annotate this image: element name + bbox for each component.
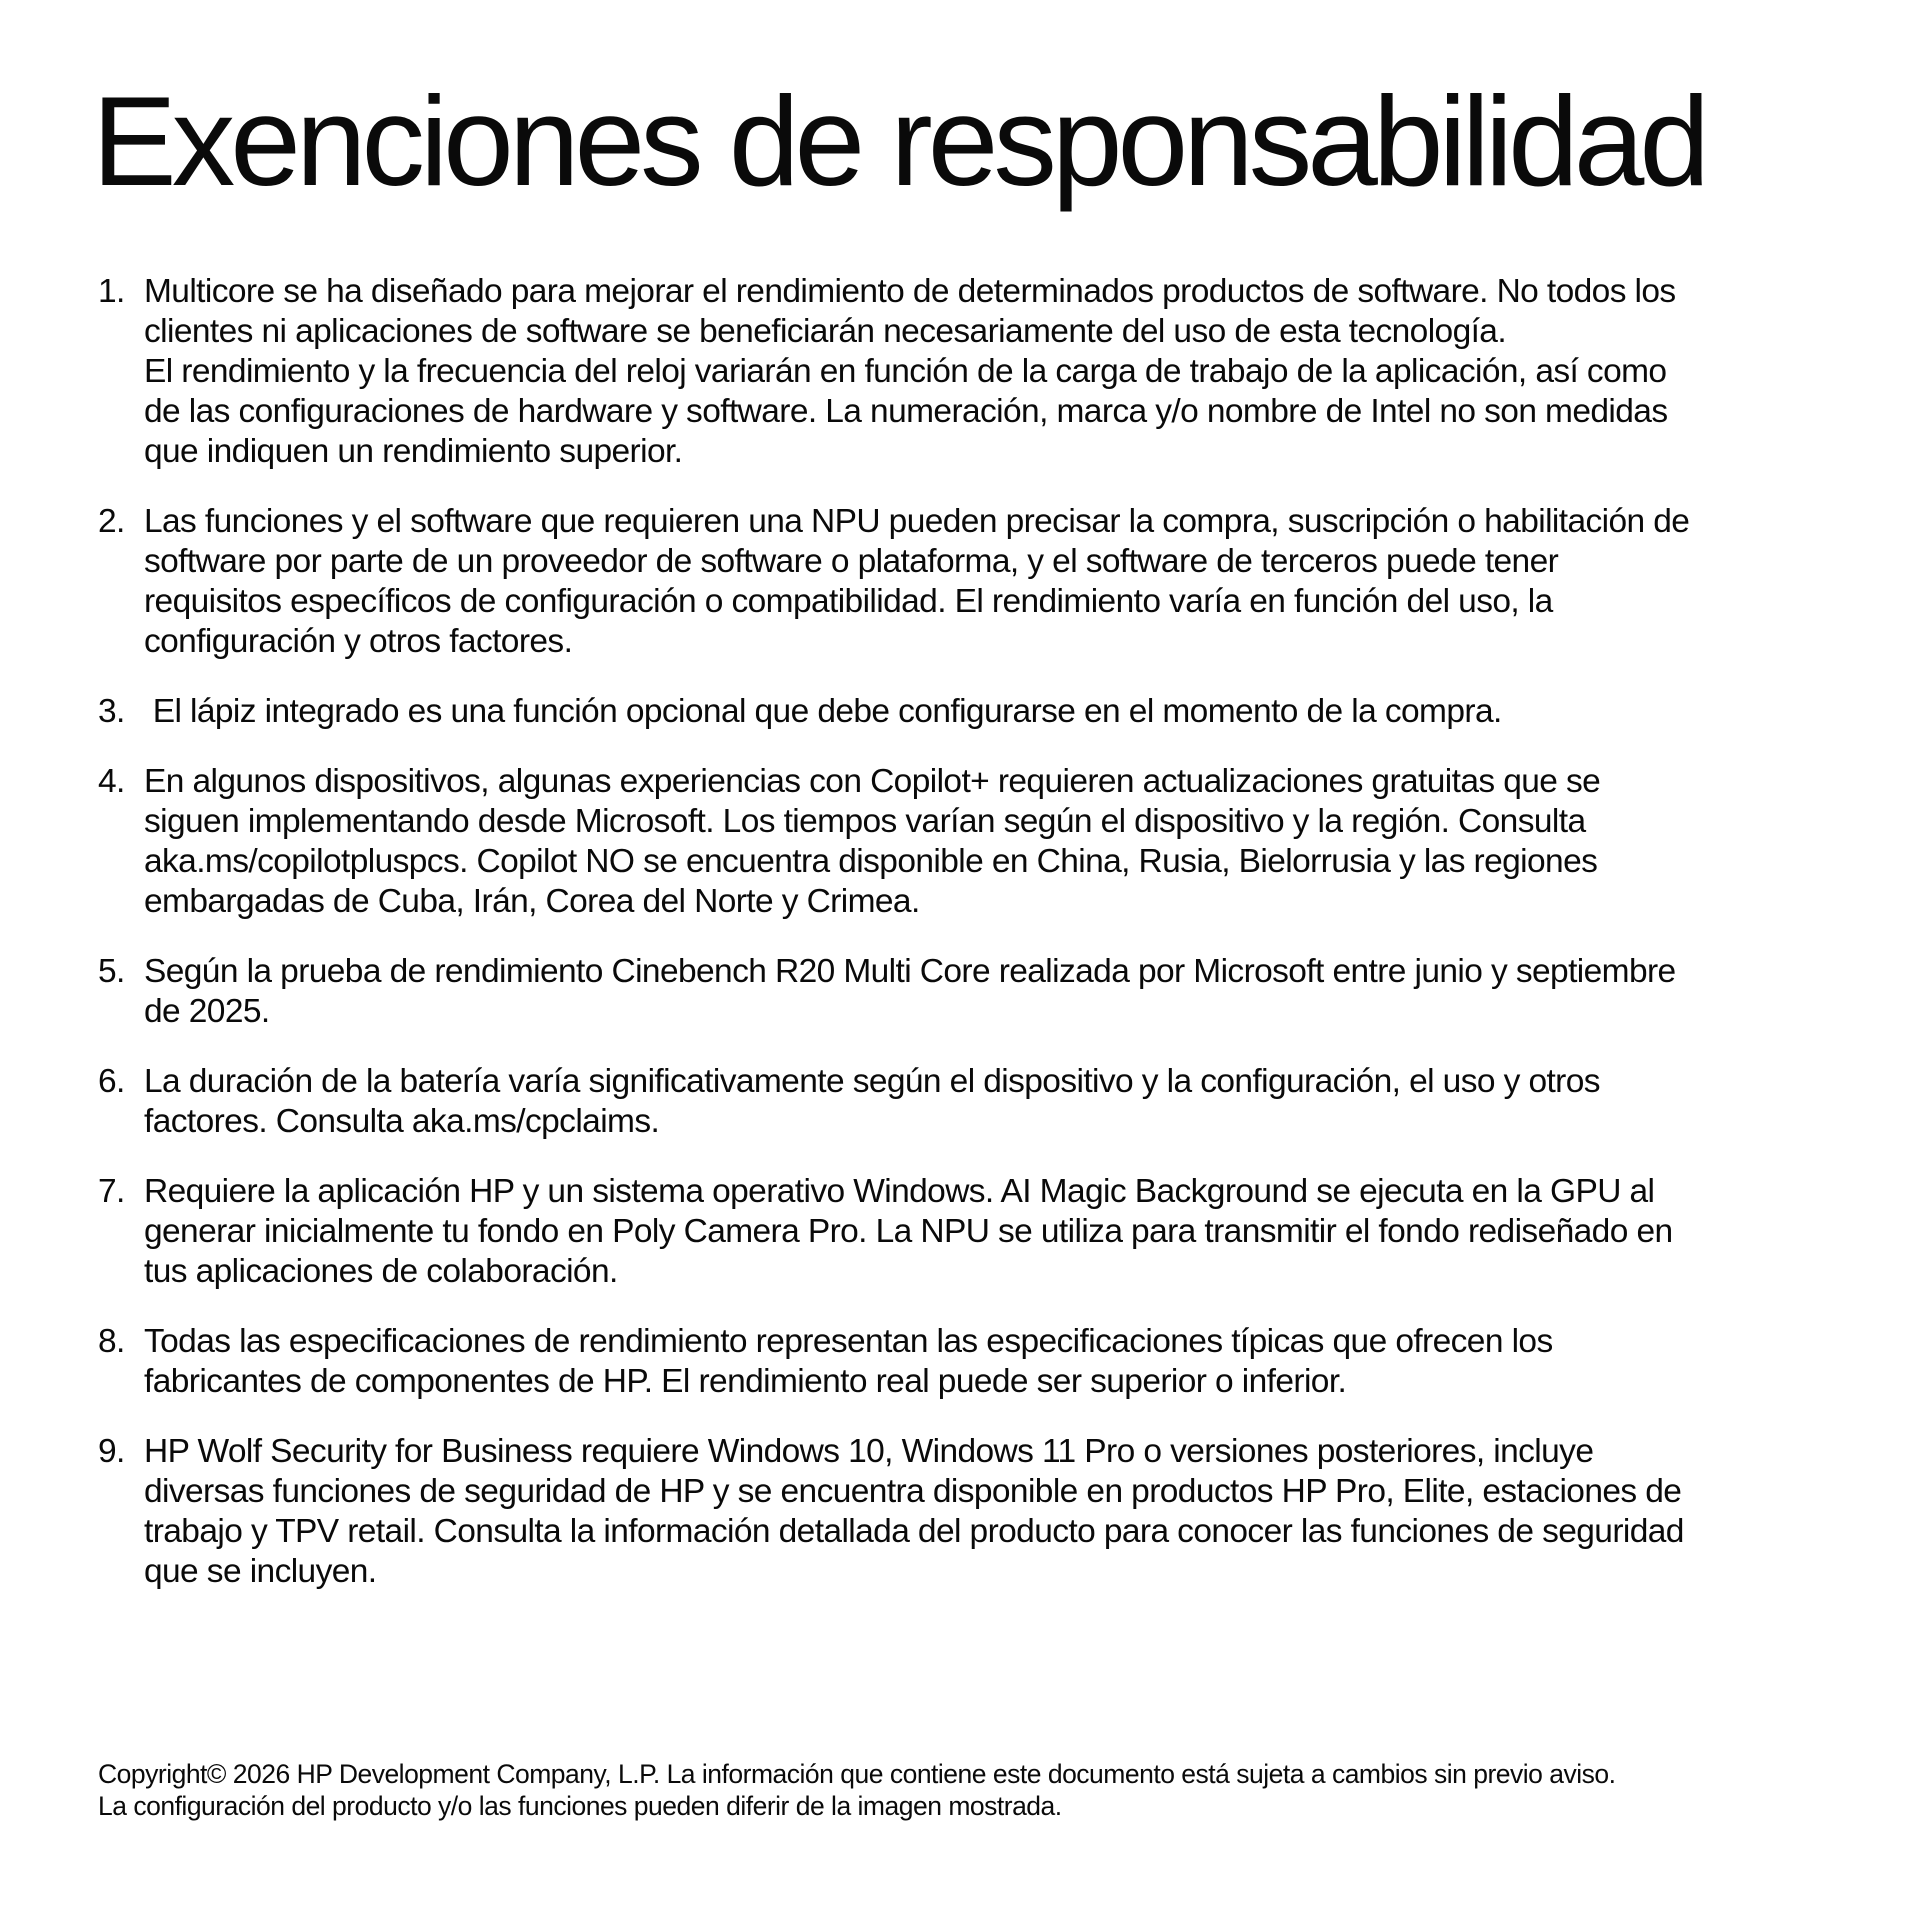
disclaimer-item xyxy=(98,1062,1838,1142)
text-line: Las funciones y el software que requieren una NPU pueden precisar la compra, suscripción o habilitación de xyxy=(144,503,1690,540)
text-line: clientes ni aplicaciones de software se beneficiarán necesariamente del uso de esta tecnología. xyxy=(144,313,1507,350)
text-line: de 2025. xyxy=(144,993,270,1030)
item-number: 5. xyxy=(98,953,125,990)
item-text xyxy=(144,1062,1838,1142)
text-line: que se incluyen. xyxy=(144,1553,377,1590)
text-line: aka.ms/copilotpluspcs. Copilot NO se encuentra disponible en China, Rusia, Bielorrusia y las regiones xyxy=(144,843,1598,880)
item-number: 4. xyxy=(98,763,125,800)
text-line: software por parte de un proveedor de software o plataforma, y el software de terceros puede tener xyxy=(144,543,1559,580)
disclaimer-item xyxy=(98,762,1838,922)
disclaimer-item xyxy=(98,1172,1838,1292)
text-line: El lápiz integrado es una función opcional que debe configurarse en el momento de la compra. xyxy=(144,693,1502,730)
text-line: Según la prueba de rendimiento Cinebench R20 Multi Core realizada por Microsoft entre junio y septiembre xyxy=(144,953,1676,990)
text-line: siguen implementando desde Microsoft. Los tiempos varían según el dispositivo y la región. Consulta xyxy=(144,803,1586,840)
item-text xyxy=(144,1322,1838,1402)
text-line: que indiquen un rendimiento superior. xyxy=(144,433,683,470)
text-line: de las configuraciones de hardware y software. La numeración, marca y/o nombre de Intel no son medidas xyxy=(144,393,1668,430)
text-line: embargadas de Cuba, Irán, Corea del Norte y Crimea. xyxy=(144,883,920,920)
item-number: 8. xyxy=(98,1323,125,1360)
footer-line: Copyright© 2026 HP Development Company, L.P. La información que contiene este documento está sujeta a cambios sin previo aviso. xyxy=(98,1759,1616,1789)
text-line: HP Wolf Security for Business requiere Windows 10, Windows 11 Pro o versiones posteriores, incluye xyxy=(144,1433,1594,1470)
item-text xyxy=(144,1432,1838,1592)
text-line: La duración de la batería varía significativamente según el dispositivo y la configuración, el uso y otros xyxy=(144,1063,1600,1100)
item-number: 6. xyxy=(98,1063,125,1100)
item-number: 9. xyxy=(98,1433,125,1470)
item-text xyxy=(144,1172,1838,1292)
disclaimer-item xyxy=(98,692,1838,732)
text-line: El rendimiento y la frecuencia del reloj variarán en función de la carga de trabajo de la aplicación, así como xyxy=(144,353,1667,390)
disclaimer-item xyxy=(98,502,1838,662)
item-number: 1. xyxy=(98,273,125,310)
disclaimer-item xyxy=(98,1432,1838,1592)
item-number: 3. xyxy=(98,693,125,730)
item-text xyxy=(144,272,1838,472)
text-line: configuración y otros factores. xyxy=(144,623,573,660)
item-text xyxy=(144,692,1838,732)
copyright-footer xyxy=(98,1758,1858,1822)
disclaimer-list xyxy=(98,272,1838,1622)
item-text xyxy=(144,762,1838,922)
text-line: trabajo y TPV retail. Consulta la información detallada del producto para conocer las funciones de seguridad xyxy=(144,1513,1684,1550)
text-line: generar inicialmente tu fondo en Poly Camera Pro. La NPU se utiliza para transmitir el fondo rediseñado en xyxy=(144,1213,1673,1250)
text-line: Todas las especificaciones de rendimiento representan las especificaciones típicas que ofrecen los xyxy=(144,1323,1553,1360)
disclaimer-item xyxy=(98,952,1838,1032)
item-number: 2. xyxy=(98,503,125,540)
item-text xyxy=(144,952,1838,1032)
footer-line: La configuración del producto y/o las funciones pueden diferir de la imagen mostrada. xyxy=(98,1791,1062,1821)
text-line: Requiere la aplicación HP y un sistema operativo Windows. AI Magic Background se ejecuta en la GPU al xyxy=(144,1173,1655,1210)
text-line: requisitos específicos de configuración o compatibilidad. El rendimiento varía en función del uso, la xyxy=(144,583,1553,620)
page-title: Exenciones de responsabilidad xyxy=(92,70,1706,212)
item-text xyxy=(144,502,1838,662)
text-line: En algunos dispositivos, algunas experiencias con Copilot+ requieren actualizaciones gratuitas que se xyxy=(144,763,1601,800)
item-number: 7. xyxy=(98,1173,125,1210)
disclaimer-item xyxy=(98,1322,1838,1402)
text-line: diversas funciones de seguridad de HP y se encuentra disponible en productos HP Pro, Elite, estaciones de xyxy=(144,1473,1682,1510)
text-line: tus aplicaciones de colaboración. xyxy=(144,1253,618,1290)
text-line: factores. Consulta aka.ms/cpclaims. xyxy=(144,1103,660,1140)
text-line: Multicore se ha diseñado para mejorar el rendimiento de determinados productos de software. No todos los xyxy=(144,273,1676,310)
disclaimer-item xyxy=(98,272,1838,472)
text-line: fabricantes de componentes de HP. El rendimiento real puede ser superior o inferior. xyxy=(144,1363,1347,1400)
